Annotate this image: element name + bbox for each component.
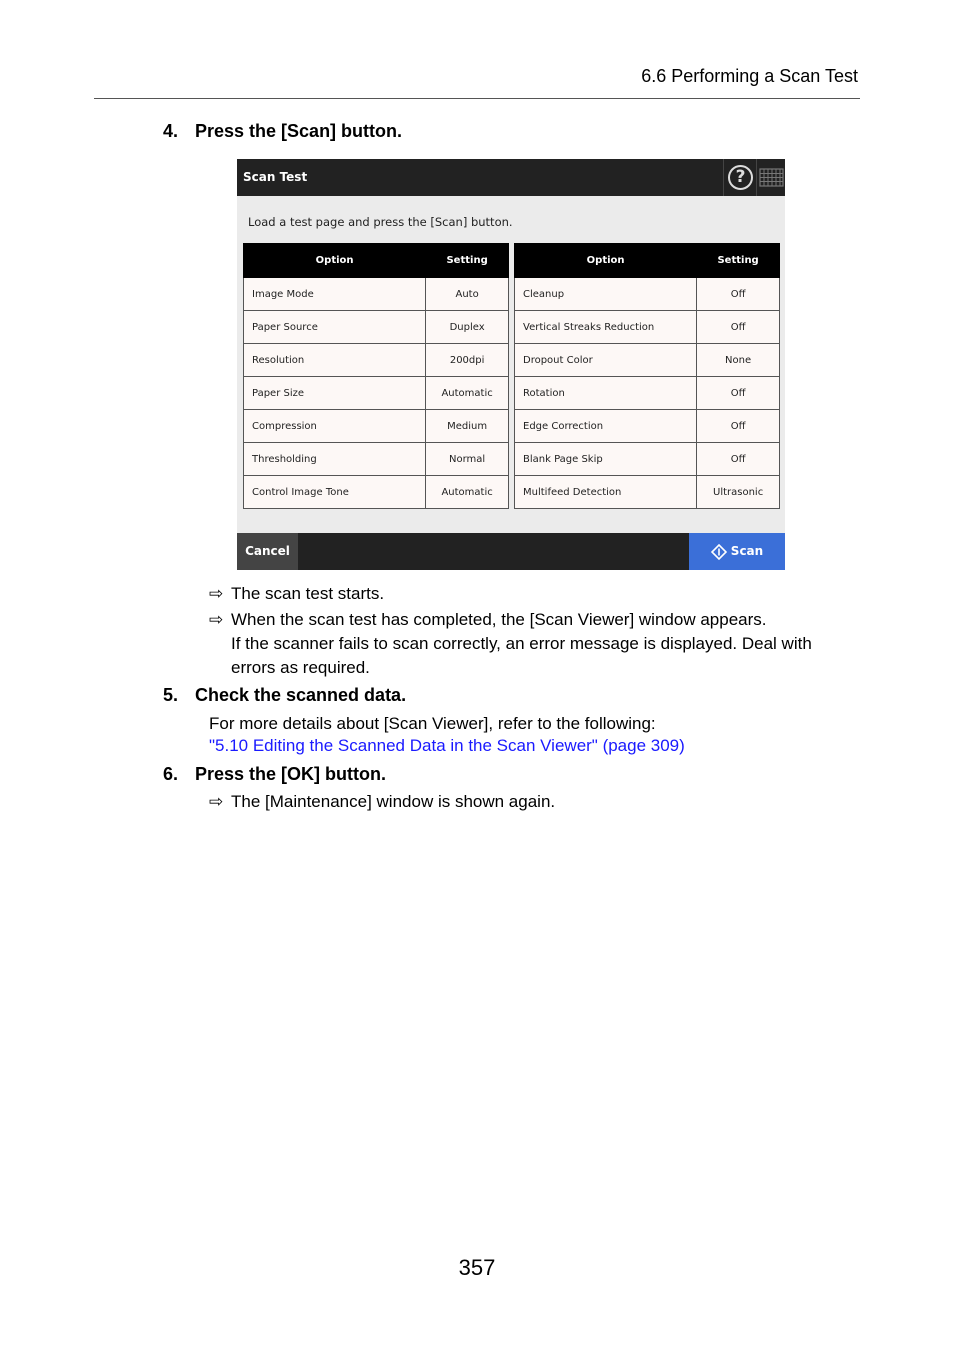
setting-cell: 200dpi [426, 344, 509, 377]
arrow-right-icon: ⇨ [209, 610, 224, 629]
setting-cell: Off [697, 278, 780, 311]
scan-viewer-link[interactable]: "5.10 Editing the Scanned Data in the Scan Viewer" (page 309) [209, 736, 685, 755]
table-row [515, 344, 780, 377]
table-row [515, 443, 780, 476]
setting-cell: Off [697, 443, 780, 476]
table-row [244, 377, 509, 410]
table-row [244, 344, 509, 377]
result-text: When the scan test has completed, the [Scan Viewer] window appears. [231, 610, 767, 629]
table-row [244, 443, 509, 476]
step-title: Press the [Scan] button. [195, 121, 403, 141]
option-cell: Resolution [244, 344, 426, 377]
step-number: 6. [163, 764, 179, 784]
column-header-option: Option [515, 244, 697, 278]
table-row [515, 410, 780, 443]
column-header-option: Option [244, 244, 426, 278]
option-cell: Rotation [515, 377, 697, 410]
options-table-right [514, 243, 780, 509]
options-table-left [243, 243, 509, 509]
step-6-heading [163, 764, 386, 785]
option-cell: Paper Source [244, 311, 426, 344]
setting-cell: Medium [426, 410, 509, 443]
header-rule [94, 98, 860, 99]
setting-cell: Automatic [426, 476, 509, 509]
result-note: If the scanner fails to scan correctly, an error message is displayed. Deal with errors as required. [231, 634, 812, 677]
scan-test-window [237, 159, 785, 570]
window-titlebar [237, 159, 785, 196]
step-5-text: For more details about [Scan Viewer], refer to the following: [209, 714, 656, 733]
setting-cell: Ultrasonic [697, 476, 780, 509]
cancel-button[interactable] [237, 533, 298, 570]
window-bottombar [237, 533, 785, 570]
setting-cell: Off [697, 311, 780, 344]
option-cell: Vertical Streaks Reduction [515, 311, 697, 344]
result-item [209, 790, 849, 814]
table-row [515, 278, 780, 311]
step-4-heading [163, 121, 402, 142]
cancel-label: Cancel [245, 544, 290, 558]
table-row [515, 476, 780, 509]
scan-label: Scan [730, 544, 764, 558]
question-circle-icon: ? [728, 165, 753, 190]
table-row [244, 410, 509, 443]
option-cell: Dropout Color [515, 344, 697, 377]
option-cell: Compression [244, 410, 426, 443]
option-cell: Multifeed Detection [515, 476, 697, 509]
keyboard-button[interactable] [756, 159, 786, 196]
result-item [209, 608, 849, 680]
keyboard-icon [757, 159, 786, 196]
setting-cell: Duplex [426, 311, 509, 344]
scan-instruction: Load a test page and press the [Scan] button. [248, 215, 513, 229]
setting-cell: Off [697, 410, 780, 443]
option-cell: Control Image Tone [244, 476, 426, 509]
result-text: The scan test starts. [231, 584, 385, 603]
setting-cell: Auto [426, 278, 509, 311]
table-row [244, 278, 509, 311]
column-header-setting: Setting [697, 244, 780, 278]
scan-button[interactable] [689, 533, 785, 570]
option-cell: Paper Size [244, 377, 426, 410]
window-title: Scan Test [243, 170, 308, 184]
setting-cell: Automatic [426, 377, 509, 410]
setting-cell: Normal [426, 443, 509, 476]
table-row [244, 476, 509, 509]
setting-cell: Off [697, 377, 780, 410]
help-button[interactable] [723, 159, 757, 196]
option-cell: Cleanup [515, 278, 697, 311]
setting-cell: None [697, 344, 780, 377]
section-title: 6.6 Performing a Scan Test [641, 66, 858, 86]
option-cell: Blank Page Skip [515, 443, 697, 476]
option-cell: Image Mode [244, 278, 426, 311]
table-row [515, 311, 780, 344]
step-title: Check the scanned data. [195, 685, 407, 705]
column-header-setting: Setting [426, 244, 509, 278]
step-5-heading [163, 685, 406, 706]
option-cell: Edge Correction [515, 410, 697, 443]
scan-icon [711, 544, 727, 560]
arrow-right-icon: ⇨ [209, 792, 224, 811]
step-number: 5. [163, 685, 179, 705]
result-text: The [Maintenance] window is shown again. [231, 792, 556, 811]
arrow-right-icon: ⇨ [209, 584, 224, 603]
step-number: 4. [163, 121, 179, 141]
step-title: Press the [OK] button. [195, 764, 387, 784]
table-row [515, 377, 780, 410]
page-number: 357 [458, 1255, 496, 1280]
option-cell: Thresholding [244, 443, 426, 476]
result-item [209, 582, 849, 606]
table-row [244, 311, 509, 344]
